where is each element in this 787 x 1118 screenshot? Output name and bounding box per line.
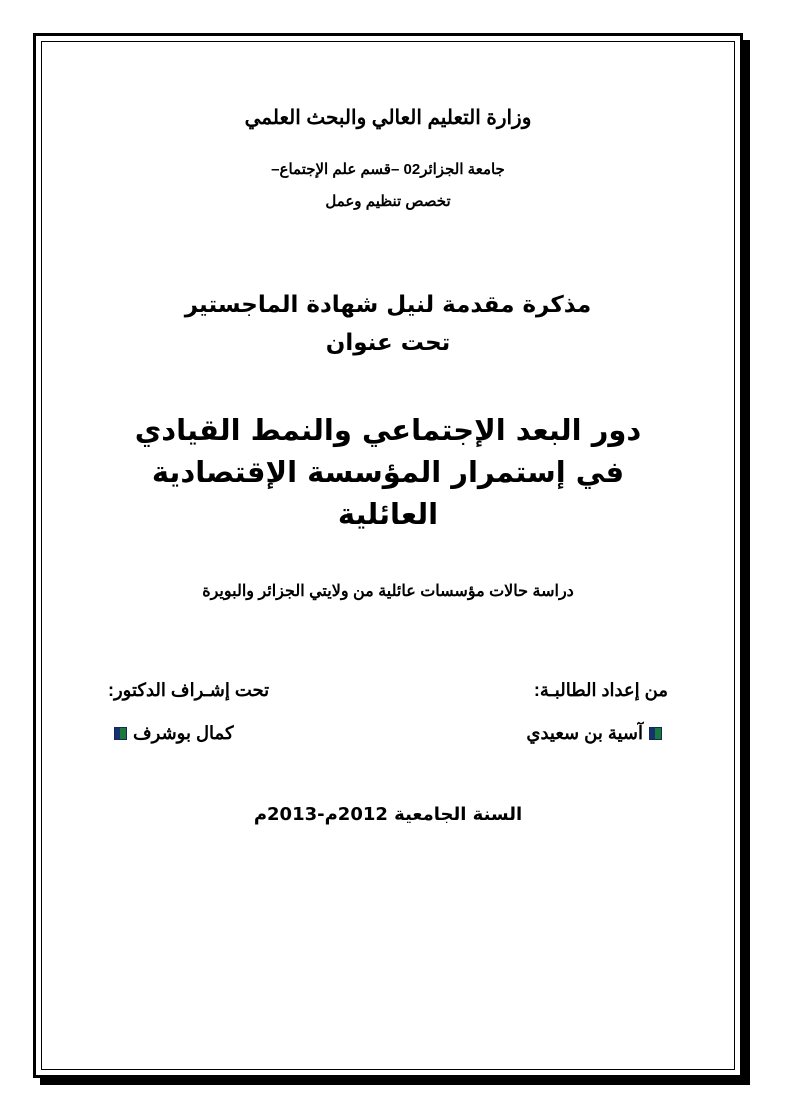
university-department-line: جامعة الجزائر02 –قسم علم الإجتماع– <box>271 161 505 178</box>
student-name-row <box>410 718 668 749</box>
thesis-title-line-1: دور البعد الإجتماعي والنمط القيادي <box>134 413 642 448</box>
supervisor-label: تحت إشـراف الدكتور: <box>108 680 270 701</box>
academic-year: السنة الجامعية 2012م-2013م <box>253 804 523 826</box>
supervisor-name: كمال بوشرف <box>133 722 234 743</box>
square-bullet-icon <box>649 727 662 740</box>
memoire-line-2: تحت عنوان <box>325 329 451 356</box>
student-label: من إعداد الطالبـة: <box>533 680 668 701</box>
ministry-heading: وزارة التعليم العالي والبحث العلمي <box>244 107 532 129</box>
thesis-subtitle: دراسة حالات مؤسسات عائلية من ولايتي الجزائر والبويرة <box>202 583 574 601</box>
thesis-title-line-2: في إستمرار المؤسسة الإقتصادية <box>151 455 625 490</box>
supervisor-block <box>108 675 366 748</box>
authors-section <box>90 675 686 748</box>
speciality-line: تخصص تنظيم وعمل <box>325 193 451 210</box>
square-bullet-icon <box>114 727 127 740</box>
cover-content <box>46 46 730 1065</box>
supervisor-name-row <box>108 718 366 749</box>
memoire-statement <box>90 288 686 361</box>
memoire-line-1: مذكرة مقدمة لنيل شهادة الماجستير <box>184 292 592 318</box>
student-name: آسية بن سعيدي <box>526 722 643 743</box>
thesis-title <box>90 409 686 535</box>
thesis-title-line-3: العائلية <box>337 497 439 532</box>
student-block <box>410 675 668 748</box>
